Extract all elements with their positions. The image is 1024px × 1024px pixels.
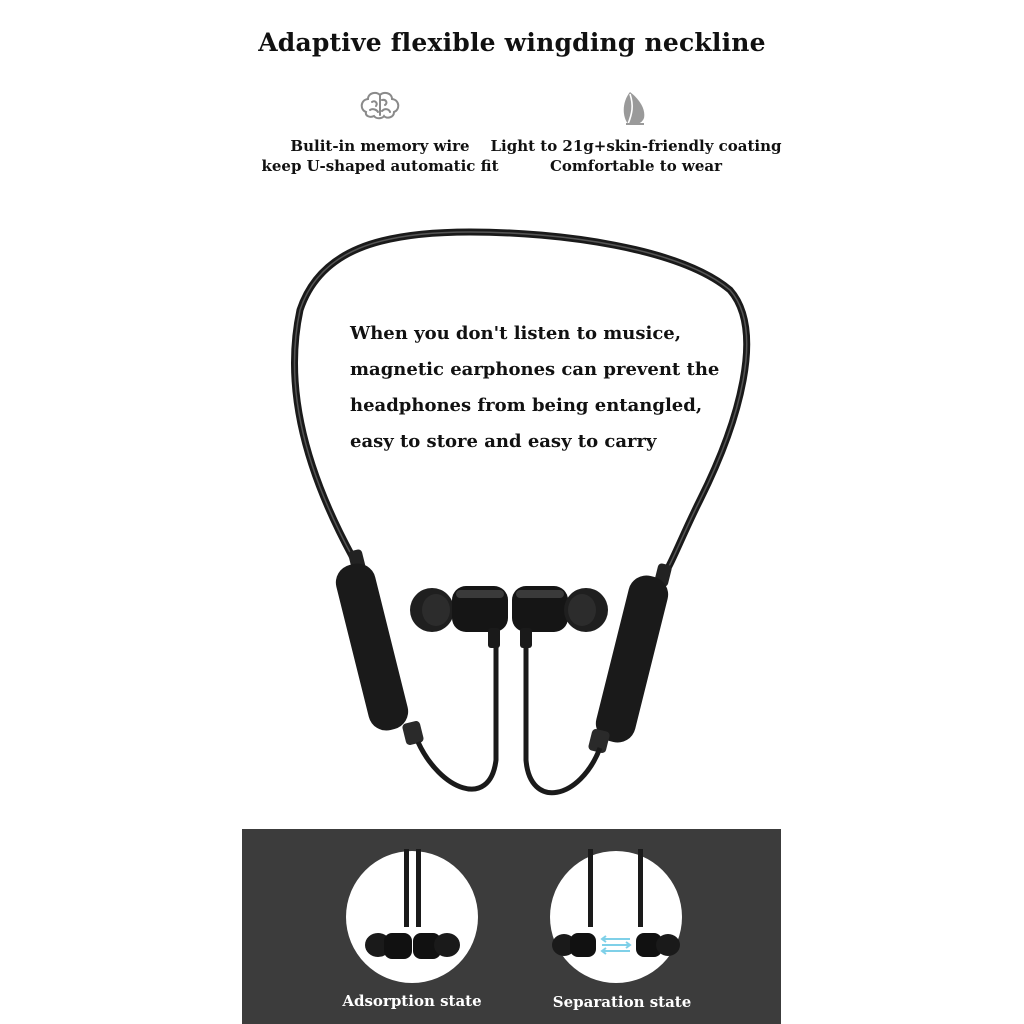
left-cable — [418, 640, 496, 789]
left-earbud — [410, 586, 508, 648]
adsorption-image — [344, 849, 480, 985]
feature-line: Comfortable to wear — [549, 157, 722, 175]
description-line: headphones from being entangled, — [350, 395, 703, 416]
magnet-arrows-icon — [602, 936, 630, 954]
feature-line: Light to 21g+skin-friendly coating — [490, 137, 782, 155]
description-line: magnetic earphones can prevent the — [350, 359, 720, 380]
states-panel — [242, 829, 781, 1024]
page-title: Adaptive flexible wingding neckline — [258, 28, 766, 57]
magnetic-description — [350, 316, 750, 460]
feature-line: keep U-shaped automatic fit — [261, 157, 499, 175]
adsorption-label: Adsorption state — [342, 992, 482, 1010]
feature-line: Bulit-in memory wire — [290, 137, 470, 155]
separation-image — [548, 849, 684, 985]
description-line: When you don't listen to musice, — [350, 323, 681, 344]
right-earbud — [512, 586, 608, 648]
right-battery-pod — [588, 563, 673, 754]
description-line: easy to store and easy to carry — [350, 431, 657, 452]
left-battery-pod — [332, 549, 424, 746]
right-cable — [526, 640, 600, 793]
separation-label: Separation state — [552, 993, 692, 1011]
